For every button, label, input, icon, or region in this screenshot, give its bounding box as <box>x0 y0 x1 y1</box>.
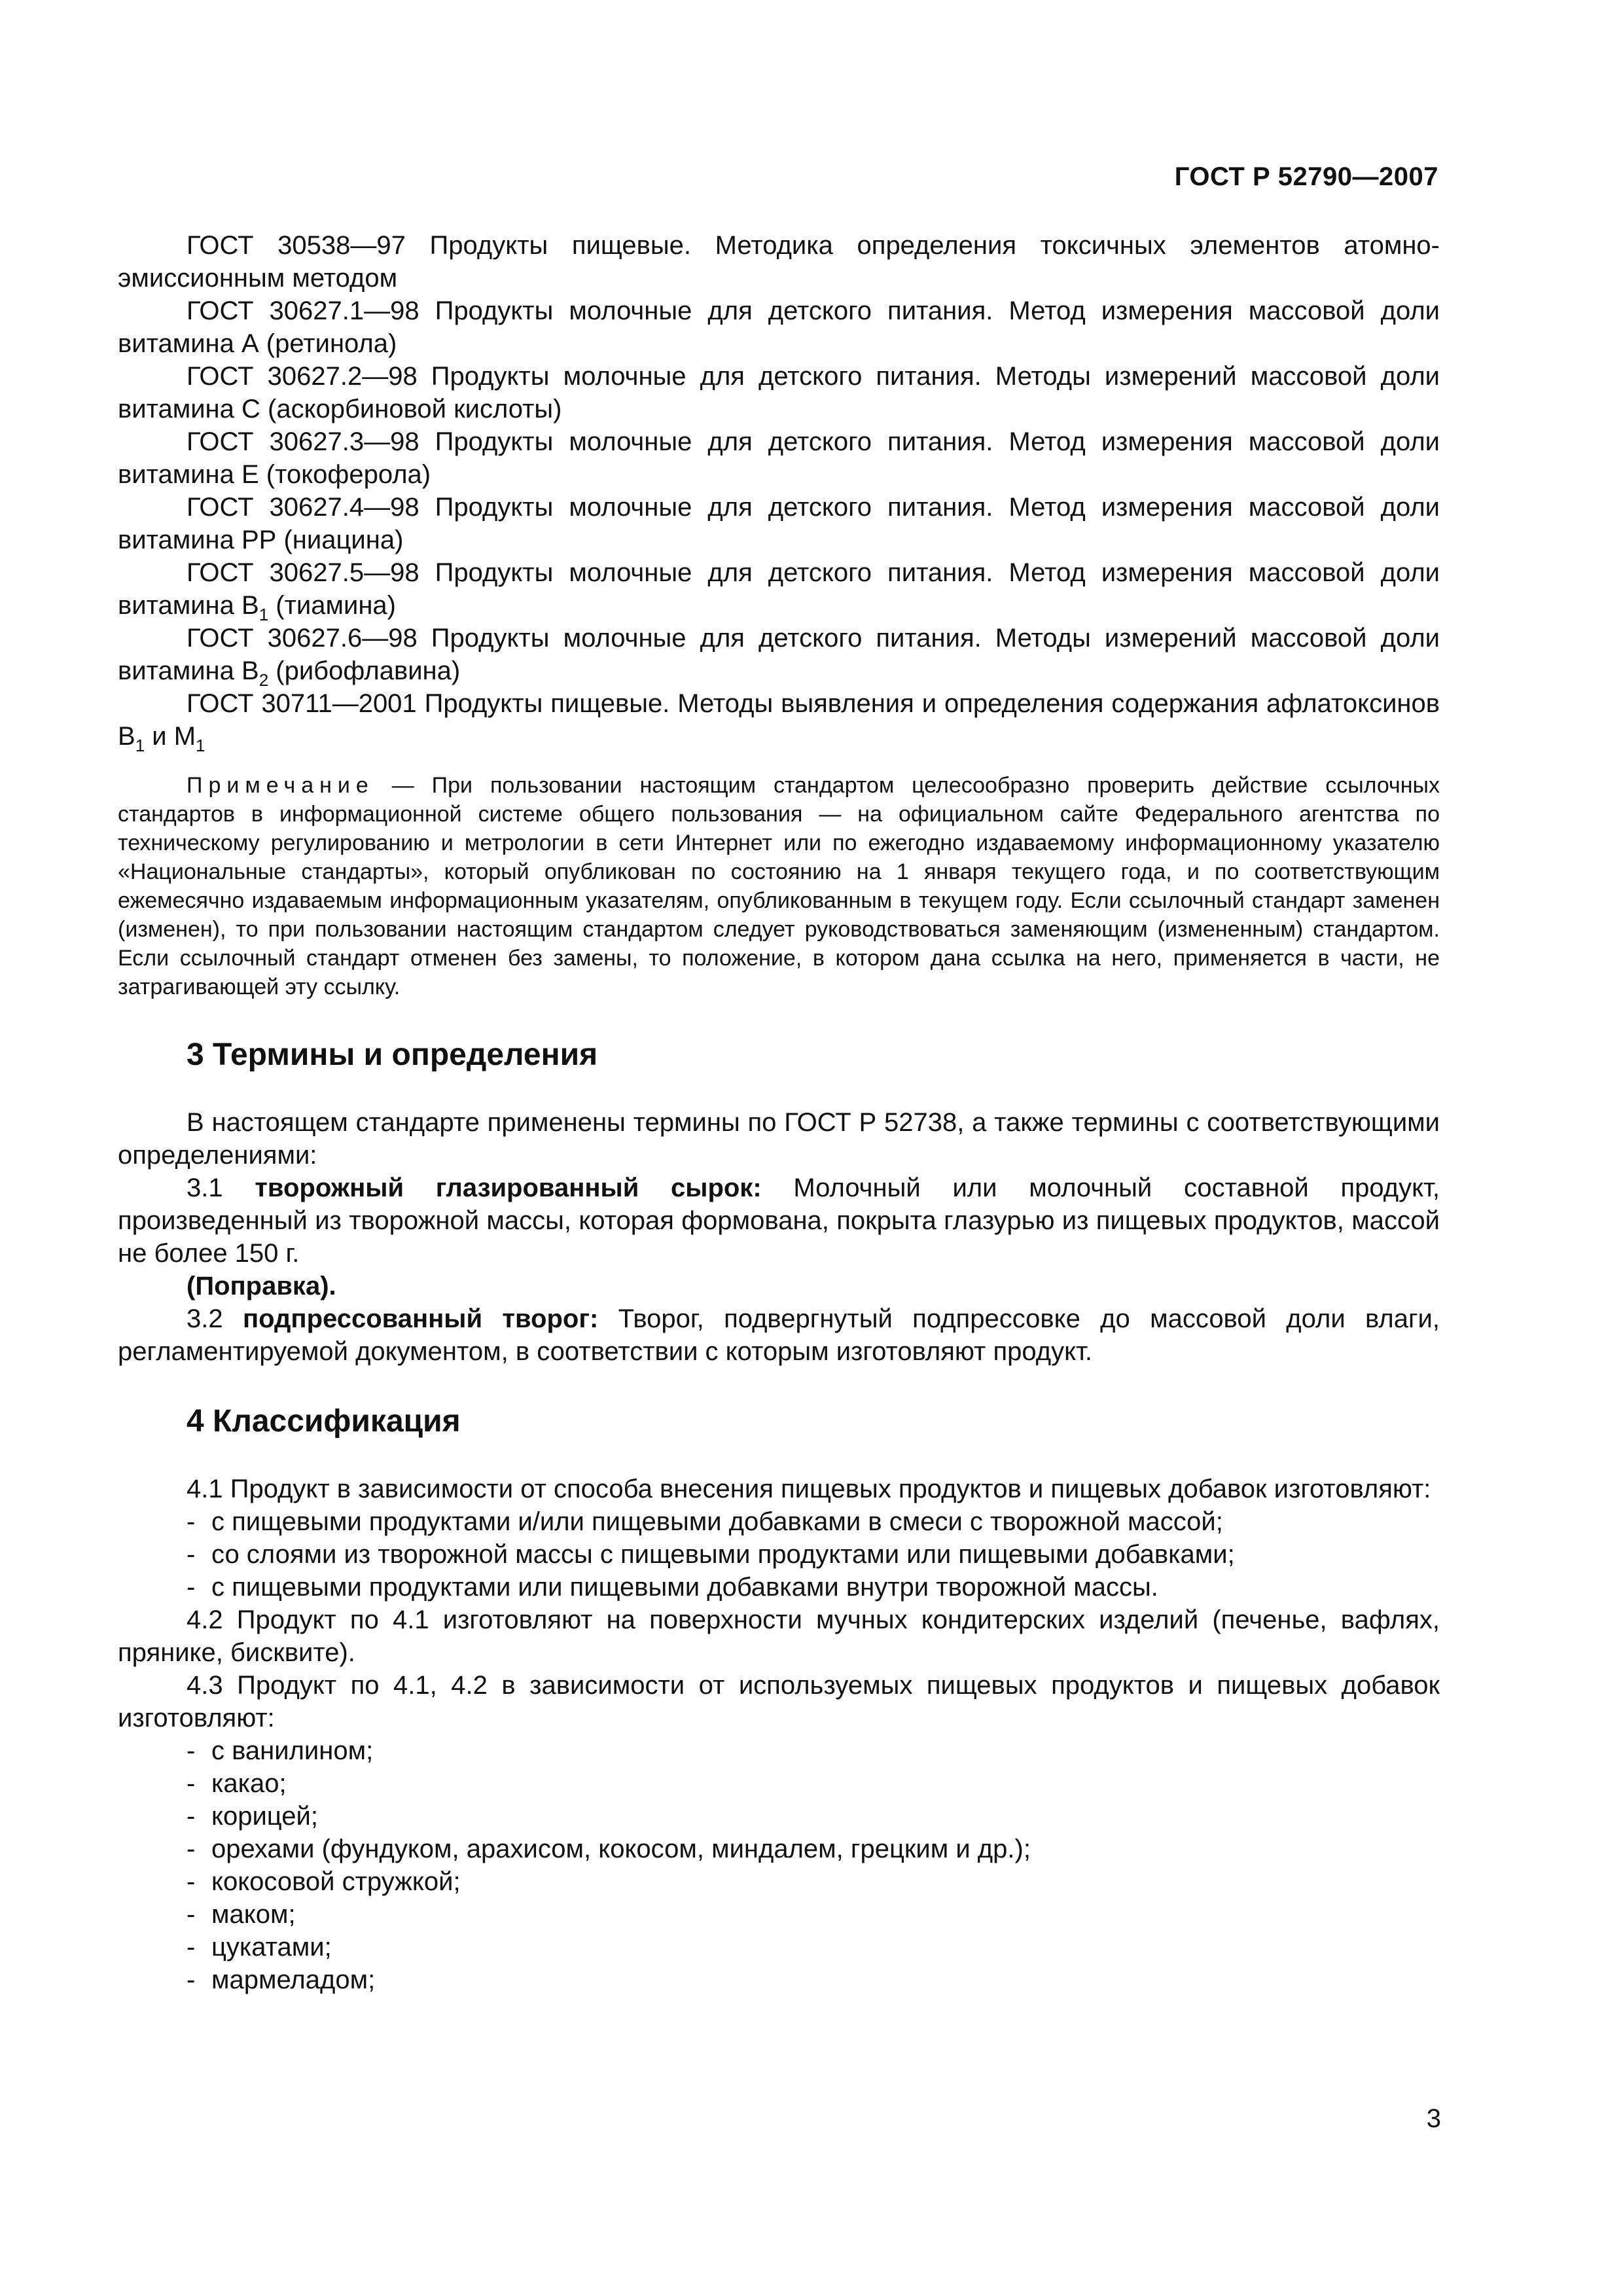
page-number: 3 <box>1426 2104 1441 2133</box>
list-item: - с ванилином; <box>187 1736 374 1765</box>
ref-text: и М <box>145 722 196 751</box>
term-definition: Молочный или молочный составной продукт, произведенный из творожной массы, которая формована, покрыта глазурью из пищевых продуктов, массой не более 150 г. <box>118 1174 1440 1268</box>
list-item: - маком; <box>187 1900 296 1929</box>
amendment-note <box>118 1270 1440 1302</box>
list-item: - корицей; <box>187 1802 318 1831</box>
term-name: творожный глазированный сырок: <box>255 1174 762 1202</box>
note-label: Примечание <box>187 773 374 798</box>
clause-4-3: 4.3 Продукт по 4.1, 4.2 в зависимости от используемых пищевых продуктов и пищевых добавок изготовляют: <box>118 1671 1440 1732</box>
section-3-heading: 3 Термины и определения <box>187 1037 598 1072</box>
ref-paragraph: ГОСТ 30627.1—98 Продукты молочные для детского питания. Метод измерения массовой доли витамина А (ретинола) <box>118 296 1440 358</box>
subscript: 1 <box>135 736 145 755</box>
term-name: подпрессованный творог: <box>242 1304 599 1333</box>
ref-text: ГОСТ 30627.6—98 Продукты молочные для детского питания. Методы измерений массовой доли витамина В <box>118 624 1440 685</box>
section-3-intro: В настоящем стандарте применены термины по ГОСТ Р 52738, а также термины с соответствующими определениями: <box>118 1108 1440 1170</box>
ref-text: ГОСТ 30711—2001 Продукты пищевые. Методы выявления и определения содержания афлатоксинов В <box>118 689 1440 751</box>
list-item: - кокосовой стружкой; <box>187 1867 461 1896</box>
note-text: — При пользовании настоящим стандартом целесообразно проверить действие ссылочных стандартов в информационной системе общего пользования — на официальном сайте Федерального агентства по техническому регулированию и метрологии в сети Интернет или по ежегодно издаваемому информационному указателю «Национальные стандарты», который опубликован по состоянию на 1 января текущего года, и по соответствующим ежемесячно издаваемым информационным указателям, опубликованным в текущем году. Если ссылочный стандарт заменен (изменен), то при пользовании настоящим стандартом следует руководствоваться заменяющим (измененным) стандартом. Если ссылочный стандарт отменен без замены, то положение, в котором дана ссылка на него, применяется в части, не затрагивающей эту ссылку. <box>118 773 1440 999</box>
ref-paragraph <box>118 622 1440 690</box>
list-item: - какао; <box>187 1769 287 1798</box>
ref-paragraph: ГОСТ 30627.4—98 Продукты молочные для детского питания. Метод измерения массовой доли витамина РР (ниацина) <box>118 493 1440 554</box>
term-definition: Творог, подвергнутый подпрессовке до массовой доли влаги, регламентируемой документом, в соответствии с которым изготовляют продукт. <box>118 1304 1440 1366</box>
clause-4-2: 4.2 Продукт по 4.1 изготовляют на поверхности мучных кондитерских изделий (печенье, вафлях, прянике, бисквите). <box>118 1605 1440 1667</box>
note-paragraph <box>118 771 1440 1001</box>
clause-4-1: 4.1 Продукт в зависимости от способа внесения пищевых продуктов и пищевых добавок изготовляют: <box>187 1475 1431 1503</box>
ref-paragraph: ГОСТ 30538—97 Продукты пищевые. Методика определения токсичных элементов атомно-эмиссионным методом <box>118 231 1440 293</box>
term-number: 3.1 <box>187 1174 255 1202</box>
list-item: - орехами (фундуком, арахисом, кокосом, миндалем, грецким и др.); <box>187 1835 1031 1863</box>
list-item: - с пищевыми продуктами и/или пищевыми добавками в смеси с творожной массой; <box>187 1507 1223 1536</box>
document-header: ГОСТ Р 52790—2007 <box>1174 162 1438 191</box>
list-item: - с пищевыми продуктами или пищевыми добавками внутри творожной массы. <box>187 1573 1158 1602</box>
ref-text: (рибофлавина) <box>268 656 461 685</box>
term-3-2 <box>118 1302 1440 1368</box>
list-item: - мармеладом; <box>187 1965 376 1994</box>
amendment-text: (Поправка). <box>187 1272 336 1300</box>
ref-paragraph <box>118 556 1440 622</box>
term-3-1 <box>118 1172 1440 1270</box>
document-body <box>118 229 1440 1996</box>
term-number: 3.2 <box>187 1304 243 1333</box>
subscript: 1 <box>259 605 269 624</box>
section-4-heading: 4 Классификация <box>187 1404 461 1439</box>
ref-text: (тиамина) <box>268 591 396 620</box>
list-item: - цукатами; <box>187 1933 332 1962</box>
ref-paragraph: ГОСТ 30627.3—98 Продукты молочные для детского питания. Метод измерения массовой доли витамина Е (токоферола) <box>118 427 1440 489</box>
ref-paragraph <box>118 687 1440 753</box>
ref-paragraph: ГОСТ 30627.2—98 Продукты молочные для детского питания. Методы измерений массовой доли витамина С (аскорбиновой кислоты) <box>118 362 1440 423</box>
list-item: - со слоями из творожной массы с пищевыми продуктами или пищевыми добавками; <box>187 1540 1235 1569</box>
subscript: 1 <box>196 736 205 755</box>
subscript: 2 <box>259 670 269 690</box>
ref-text: ГОСТ 30627.5—98 Продукты молочные для детского питания. Метод измерения массовой доли витамина В <box>118 558 1440 620</box>
